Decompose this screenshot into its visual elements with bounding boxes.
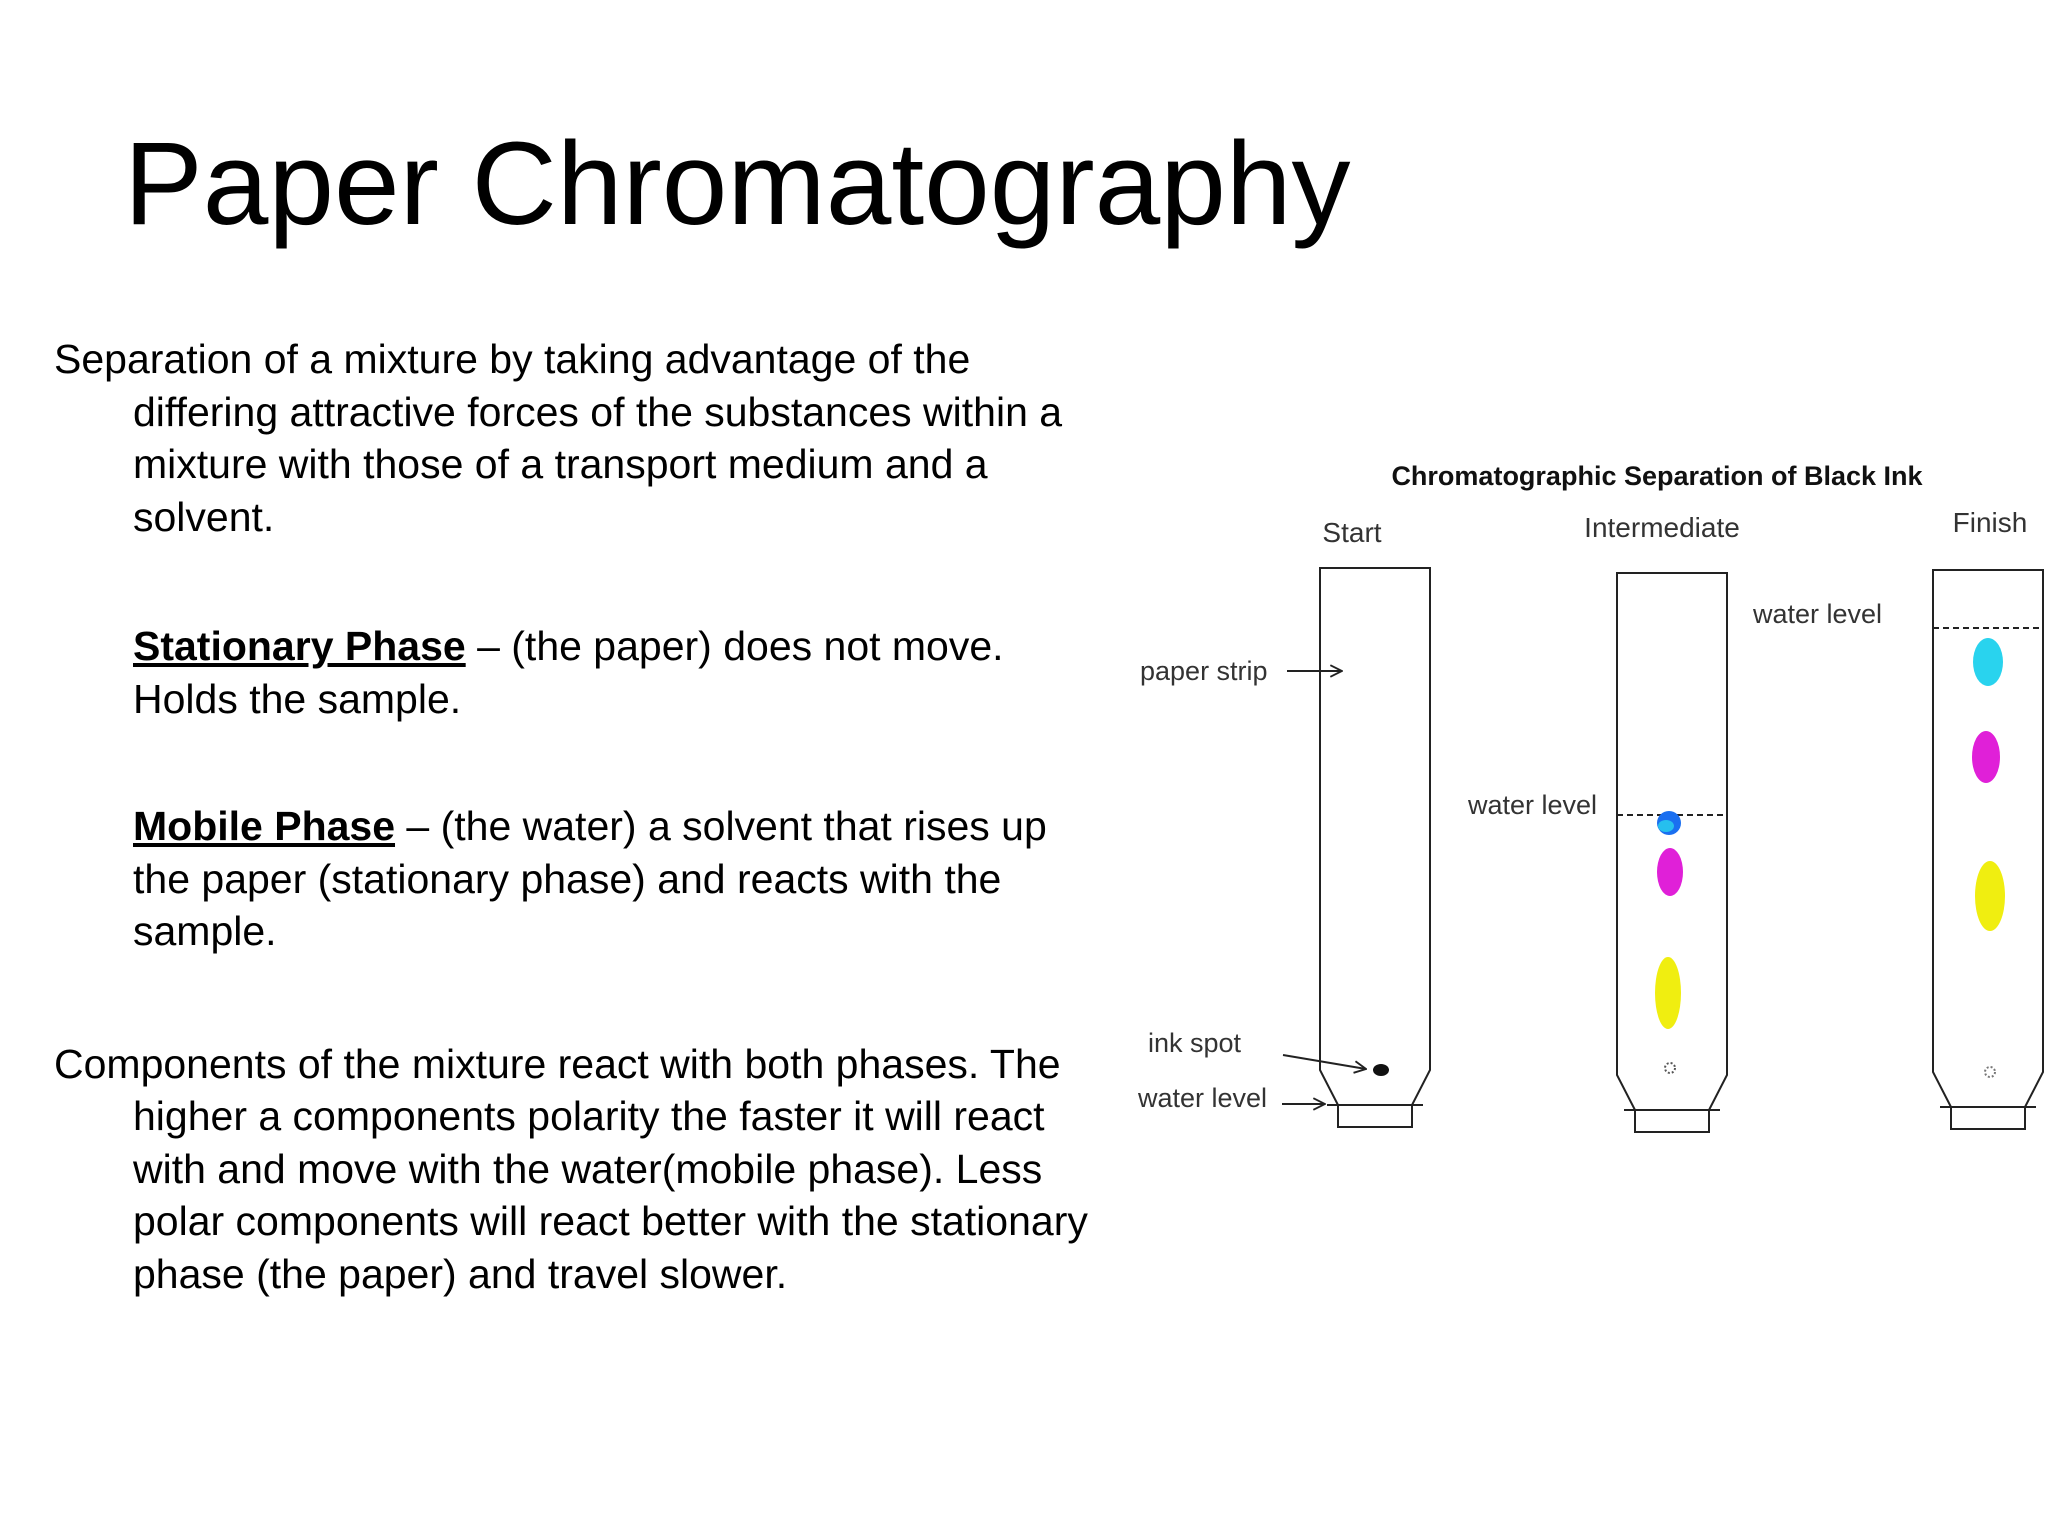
paper-strip-start [1320,568,1430,1127]
diagram-title: Chromatographic Separation of Black Ink [1391,461,1923,491]
water-level-label-intermediate: water level [1468,790,1598,820]
water-level-label-start: water level [1138,1083,1268,1113]
stationary-phase-text: – (the paper) does not move. Holds the sample. [133,623,1004,722]
faint-spot-intermediate [1665,1063,1675,1073]
yellow-band-finish [1975,861,2005,931]
ink-spot-label: ink spot [1148,1028,1242,1058]
faint-spot-finish [1985,1067,1995,1077]
yellow-band-intermediate [1655,957,1681,1029]
water-level-label-finish: water level [1753,599,1883,629]
stage-label-intermediate: Intermediate [1584,512,1740,543]
stationary-phase-term: Stationary Phase [133,623,466,669]
stage-label-finish: Finish [1952,507,2028,538]
paper-strip-label: paper strip [1140,656,1268,686]
components-paragraph: Components of the mixture react with both phases. The higher a components polarity the faster it will react with and move with the water(mobile phase). Less polar components will react better with the stationary phase (the paper) and travel slower. [54,1040,1088,1297]
ink-spot-arrow [1283,1055,1366,1069]
ink-bands-intermediate [1655,811,1683,1073]
stage-label-start: Start [1322,517,1382,548]
magenta-band-intermediate [1657,848,1683,896]
ink-bands-finish [1972,638,2005,1077]
mobile-phase-text: – (the water) a solvent that rises up the paper (stationary phase) and reacts with the sample. [133,803,1047,954]
ink-spot [1373,1064,1389,1076]
magenta-band-finish [1972,731,2000,783]
cyan-band-finish [1973,638,2003,686]
slide-title: Paper Chromatography [124,118,1351,250]
intro-paragraph: Separation of a mixture by taking advantage of the differing attractive forces of the substances within a mixture with those of a transport medium and a solvent. [54,336,1063,540]
mobile-phase-term: Mobile Phase [133,803,396,849]
